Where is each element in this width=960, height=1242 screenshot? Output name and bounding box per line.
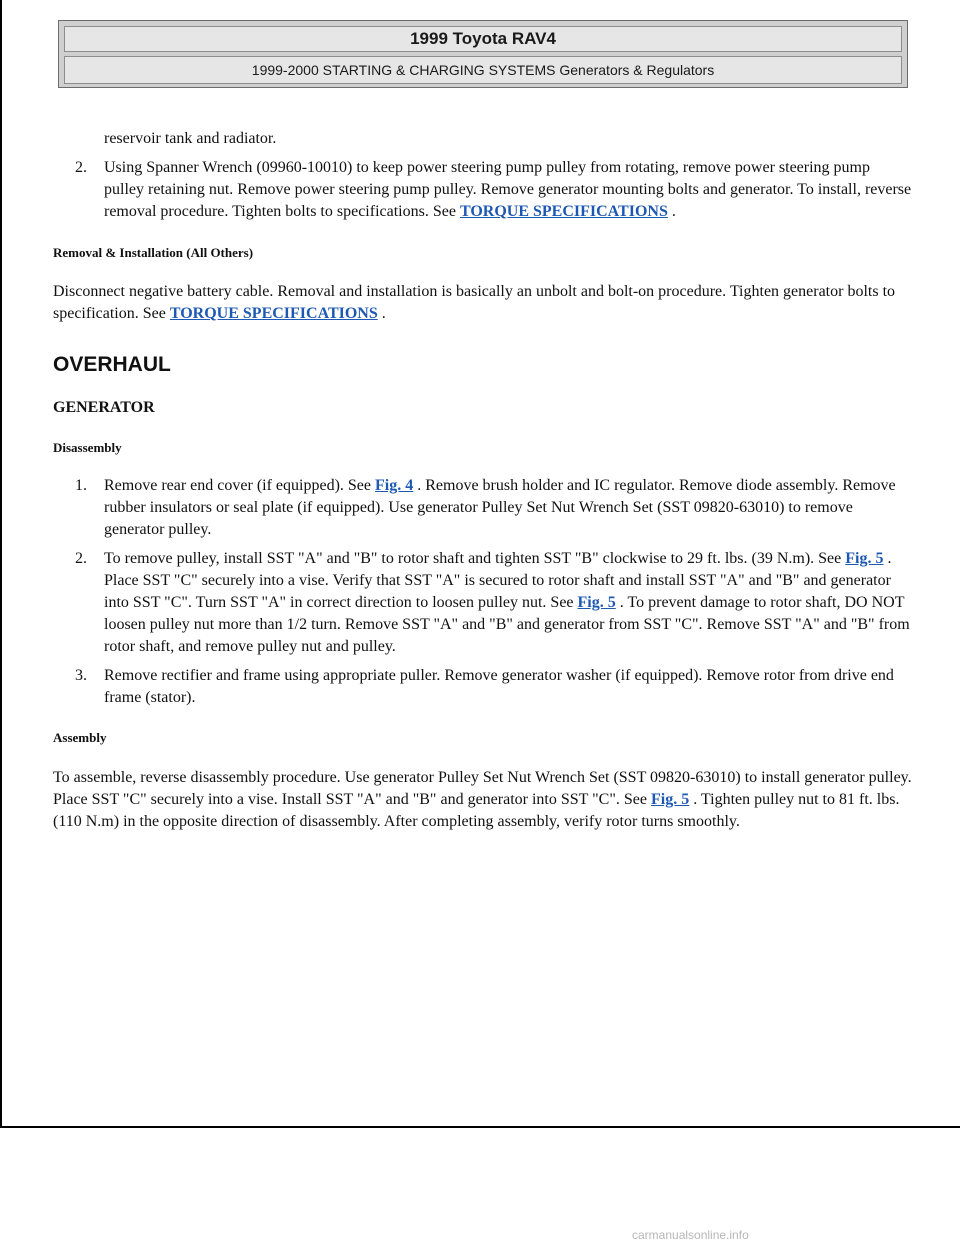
fig-5-link[interactable]: Fig. 5: [845, 550, 884, 567]
document-body: [53, 128, 913, 833]
step-continuation: reservoir tank and radiator.: [104, 130, 277, 147]
list-text: To remove pulley, install SST "A" and "B" to rotor shaft and tighten SST "B" clockwise to 29 ft. lbs. (39 N.m). See: [104, 550, 846, 567]
list-item: [53, 665, 913, 709]
fig-5-link[interactable]: Fig. 5: [577, 594, 616, 611]
page-border-left: [0, 0, 2, 1128]
page-border-bottom: [0, 1126, 960, 1128]
section-heading-generator: GENERATOR: [53, 399, 155, 416]
list-text: Remove rear end cover (if equipped). See: [104, 477, 375, 494]
section-heading-assembly: Assembly: [53, 730, 107, 745]
list-number: 2.: [75, 550, 87, 567]
section-heading-disassembly: Disassembly: [53, 440, 122, 455]
section-heading-removal-others: Removal & Installation (All Others): [53, 245, 254, 260]
list-text-mid: . Place SST "C" securely into a vise. Verify that SST "A" is secured to rotor shaft and install SST "A" and "B" and generator into SST "C". Turn SST "A" in correct direction to loosen pulley nut. See: [104, 550, 892, 611]
list-text: Remove rectifier and frame using appropriate puller. Remove generator washer (if equipped). Remove rotor from drive end frame (stator).: [104, 667, 894, 706]
list-item: [53, 548, 913, 658]
list-item: [53, 475, 913, 541]
paragraph-text-after: .: [377, 305, 386, 322]
section-heading-overhaul: OVERHAUL: [53, 353, 171, 376]
paragraph-text: Disconnect negative battery cable. Removal and installation is basically an unbolt and bolt-on procedure. Tighten generator bolts to specification. See: [53, 283, 896, 322]
header-title: 1999 Toyota RAV4: [64, 26, 902, 52]
fig-4-link[interactable]: Fig. 4: [375, 477, 414, 494]
paragraph-text: To assemble, reverse disassembly procedure. Use generator Pulley Set Nut Wrench Set (SST 09820-63010) to install generator pulley. Place SST "C" securely into a vise. Install SST "A" and "B" and generator into SST "C". See: [53, 769, 912, 808]
list-text: Using Spanner Wrench (09960-10010) to keep power steering pump pulley from rotating, remove power steering pump pulley retaining nut. Remove power steering pump pulley. Remove generator mounting bolts and generator. To install, reverse removal procedure. Tighten bolts to specifications. See: [104, 159, 912, 220]
torque-specifications-link[interactable]: TORQUE SPECIFICATIONS: [459, 203, 668, 220]
list-number: 3.: [75, 667, 87, 684]
torque-specifications-link[interactable]: TORQUE SPECIFICATIONS: [169, 305, 378, 322]
list-text-after: . To prevent damage to rotor shaft, DO NOT loosen pulley nut more than 1/2 turn. Remove SST "A" and "B" and generator from SST "C". Remove SST "A" and "B" from rotor shaft, and remove pulley nut and pulley.: [104, 594, 910, 655]
footer-watermark: carmanualsonline.info: [632, 1228, 749, 1242]
paragraph-text-after: . Tighten pulley nut to 81 ft. lbs. (110 N.m) in the opposite direction of disassembly. After completing assembly, verify rotor turns smoothly.: [53, 791, 900, 830]
paragraph-assembly: [53, 767, 913, 833]
list-text-after: . Remove brush holder and IC regulator. Remove diode assembly. Remove rubber insulators or seal plate (if equipped). Use generator Pulley Set Nut Wrench Set (SST 09820-63010) to remove generator pulley.: [104, 477, 896, 538]
list-text-after: .: [667, 203, 676, 220]
list-number: 1.: [75, 477, 87, 494]
fig-5-link[interactable]: Fig. 5: [650, 791, 690, 808]
header-subtitle: 1999-2000 STARTING & CHARGING SYSTEMS Generators & Regulators: [64, 56, 902, 84]
list-item: [53, 157, 913, 223]
paragraph-removal-others: [53, 281, 913, 325]
list-number: 2.: [75, 159, 87, 176]
document-header: [58, 20, 908, 88]
